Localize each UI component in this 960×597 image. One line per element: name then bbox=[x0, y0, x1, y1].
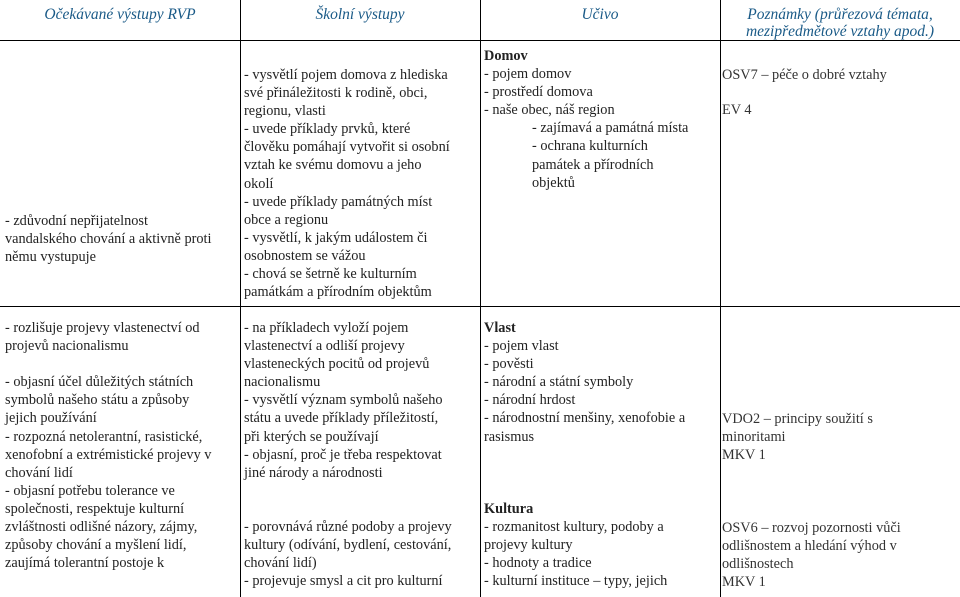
text-line: - ochrana kulturních bbox=[532, 138, 648, 155]
text-line: - pojem vlast bbox=[484, 338, 559, 355]
text-line: nacionalismu bbox=[244, 374, 321, 391]
note-line: minoritami bbox=[722, 429, 786, 446]
text-line: své přináležitosti k rodině, obci, bbox=[244, 85, 428, 102]
text-line: - vysvětlí, k jakým událostem či bbox=[244, 229, 428, 246]
text-line: památkám a přírodním objektům bbox=[244, 284, 432, 301]
text-line: památek a přírodních bbox=[532, 156, 654, 173]
text-line: - uvede příklady prvků, které bbox=[244, 121, 411, 138]
header-notes-line2: mezipředmětové vztahy apod.) bbox=[745, 23, 935, 40]
text-line: - vysvětlí pojem domova z hlediska bbox=[244, 67, 448, 83]
blank-line bbox=[484, 464, 685, 482]
text-line: člověku pomáhají vytvořit si osobní bbox=[244, 139, 450, 156]
text-line: vlasteneckých pocitů od projevů bbox=[244, 356, 430, 373]
text-line: - pojem domov bbox=[484, 66, 572, 83]
blank-line bbox=[484, 446, 685, 464]
text-line: státu a uvede příklady příležitostí, bbox=[244, 410, 439, 427]
text-line: - zdůvodní nepřijatelnost bbox=[5, 213, 148, 229]
text-line: - rozlišuje projevy vlastenectví od bbox=[5, 320, 200, 336]
text-line: - pověsti bbox=[484, 356, 534, 373]
text-line: - na příkladech vyloží pojem bbox=[244, 320, 409, 336]
text-line: - chová se šetrně ke kulturním bbox=[244, 266, 417, 283]
text-line: xenofobní a extrémistické projevy v bbox=[5, 446, 212, 463]
text-line: projevů nacionalismu bbox=[5, 338, 129, 355]
text-line: - národní hrdost bbox=[484, 392, 576, 409]
row2-rvp-cell bbox=[5, 319, 211, 572]
header-rvp: Očekávané výstupy RVP bbox=[44, 6, 196, 23]
row-divider bbox=[0, 306, 960, 307]
text-line: - porovnává různé podoby a projevy bbox=[244, 519, 452, 536]
text-line: - prostředí domova bbox=[484, 84, 593, 101]
row1-curriculum-cell bbox=[484, 47, 688, 192]
text-line: - projevuje smysl a cit pro kulturní bbox=[244, 573, 443, 590]
row1-school-cell bbox=[244, 66, 450, 301]
text-line: způsoby chování a myšlení lidí, bbox=[5, 537, 187, 554]
column-divider bbox=[240, 0, 241, 597]
note-line: OSV6 – rozvoj pozornosti vůči bbox=[722, 520, 901, 536]
note-line: OSV7 – péče o dobré vztahy bbox=[722, 67, 887, 83]
text-line: - kulturní instituce – typy, jejich bbox=[484, 573, 668, 590]
note-line: MKV 1 bbox=[722, 447, 766, 464]
text-line: - vysvětlí význam symbolů našeho bbox=[244, 392, 443, 409]
blank-line bbox=[5, 355, 211, 373]
note-line: odlišnostem a hledání výhod v bbox=[722, 538, 897, 555]
text-line: okolí bbox=[244, 175, 274, 192]
text-line: zvláštnosti odlišné názory, zájmy, bbox=[5, 519, 198, 536]
text-line: společnosti, respektuje kulturní bbox=[5, 500, 185, 517]
header-notes-line1: Poznámky (průřezová témata, bbox=[747, 6, 933, 23]
row2-notes-cell-1 bbox=[722, 410, 873, 464]
text-line: osobnostem se vážou bbox=[244, 247, 366, 264]
row2-school-cell bbox=[244, 319, 452, 590]
text-line: - zajímavá a památná místa bbox=[532, 120, 689, 137]
row2-notes-cell-2 bbox=[722, 519, 901, 591]
header-notes bbox=[720, 6, 960, 40]
text-line: kultury (odívání, bydlení, cestování, bbox=[244, 537, 452, 554]
blank-line bbox=[484, 482, 685, 500]
text-line: - národní a státní symboly bbox=[484, 374, 634, 391]
blank-line bbox=[244, 500, 452, 518]
text-line: chování lidí) bbox=[244, 555, 317, 572]
row2-curriculum-cell bbox=[484, 319, 685, 590]
row1-notes-cell bbox=[722, 66, 887, 119]
note-line: EV 4 bbox=[722, 102, 752, 119]
header-school-outputs: Školní výstupy bbox=[315, 6, 405, 23]
text-line: zaujímá tolerantní postoje k bbox=[5, 555, 165, 572]
text-line: - uvede příklady památných míst bbox=[244, 193, 433, 210]
note-line: VDO2 – principy soužití s bbox=[722, 411, 873, 427]
text-line: vlastenectví a odliší projevy bbox=[244, 338, 405, 355]
section-title: Vlast bbox=[484, 320, 516, 336]
text-line: při kterých se používají bbox=[244, 428, 379, 445]
text-line: - rozpozná netolerantní, rasistické, bbox=[5, 428, 203, 445]
note-line: MKV 1 bbox=[722, 574, 766, 591]
text-line: vandalského chování a aktivně proti bbox=[5, 231, 212, 248]
text-line: objektů bbox=[532, 174, 575, 191]
text-line: symbolů našeho státu a způsoby bbox=[5, 392, 190, 409]
text-line: projevy kultury bbox=[484, 537, 573, 554]
text-line: - objasní, proč je třeba respektovat bbox=[244, 446, 442, 463]
text-line: - hodnoty a tradice bbox=[484, 555, 592, 572]
row1-rvp-cell bbox=[5, 212, 211, 266]
section-title: Domov bbox=[484, 48, 528, 64]
text-line: chování lidí bbox=[5, 464, 73, 481]
section-title: Kultura bbox=[484, 500, 534, 517]
text-line: - naše obec, náš region bbox=[484, 102, 615, 119]
note-line: odlišnostech bbox=[722, 556, 794, 573]
column-divider bbox=[720, 0, 721, 597]
text-line: - objasní účel důležitých státních bbox=[5, 374, 194, 391]
column-divider bbox=[480, 0, 481, 597]
text-line: obce a regionu bbox=[244, 211, 329, 228]
text-line: - rozmanitost kultury, podoby a bbox=[484, 519, 664, 536]
text-line: němu vystupuje bbox=[5, 249, 96, 266]
blank-line bbox=[244, 482, 452, 500]
text-line: vztah ke svému domovu a jeho bbox=[244, 157, 422, 174]
text-line: regionu, vlasti bbox=[244, 103, 326, 120]
text-line: jejich používání bbox=[5, 410, 97, 427]
header-curriculum: Učivo bbox=[581, 6, 619, 23]
text-line: - národnostní menšiny, xenofobie a bbox=[484, 410, 686, 427]
text-line: rasismus bbox=[484, 428, 535, 445]
row-divider bbox=[0, 40, 960, 41]
text-line: - objasní potřebu tolerance ve bbox=[5, 482, 175, 499]
text-line: jiné národy a národnosti bbox=[244, 464, 383, 481]
